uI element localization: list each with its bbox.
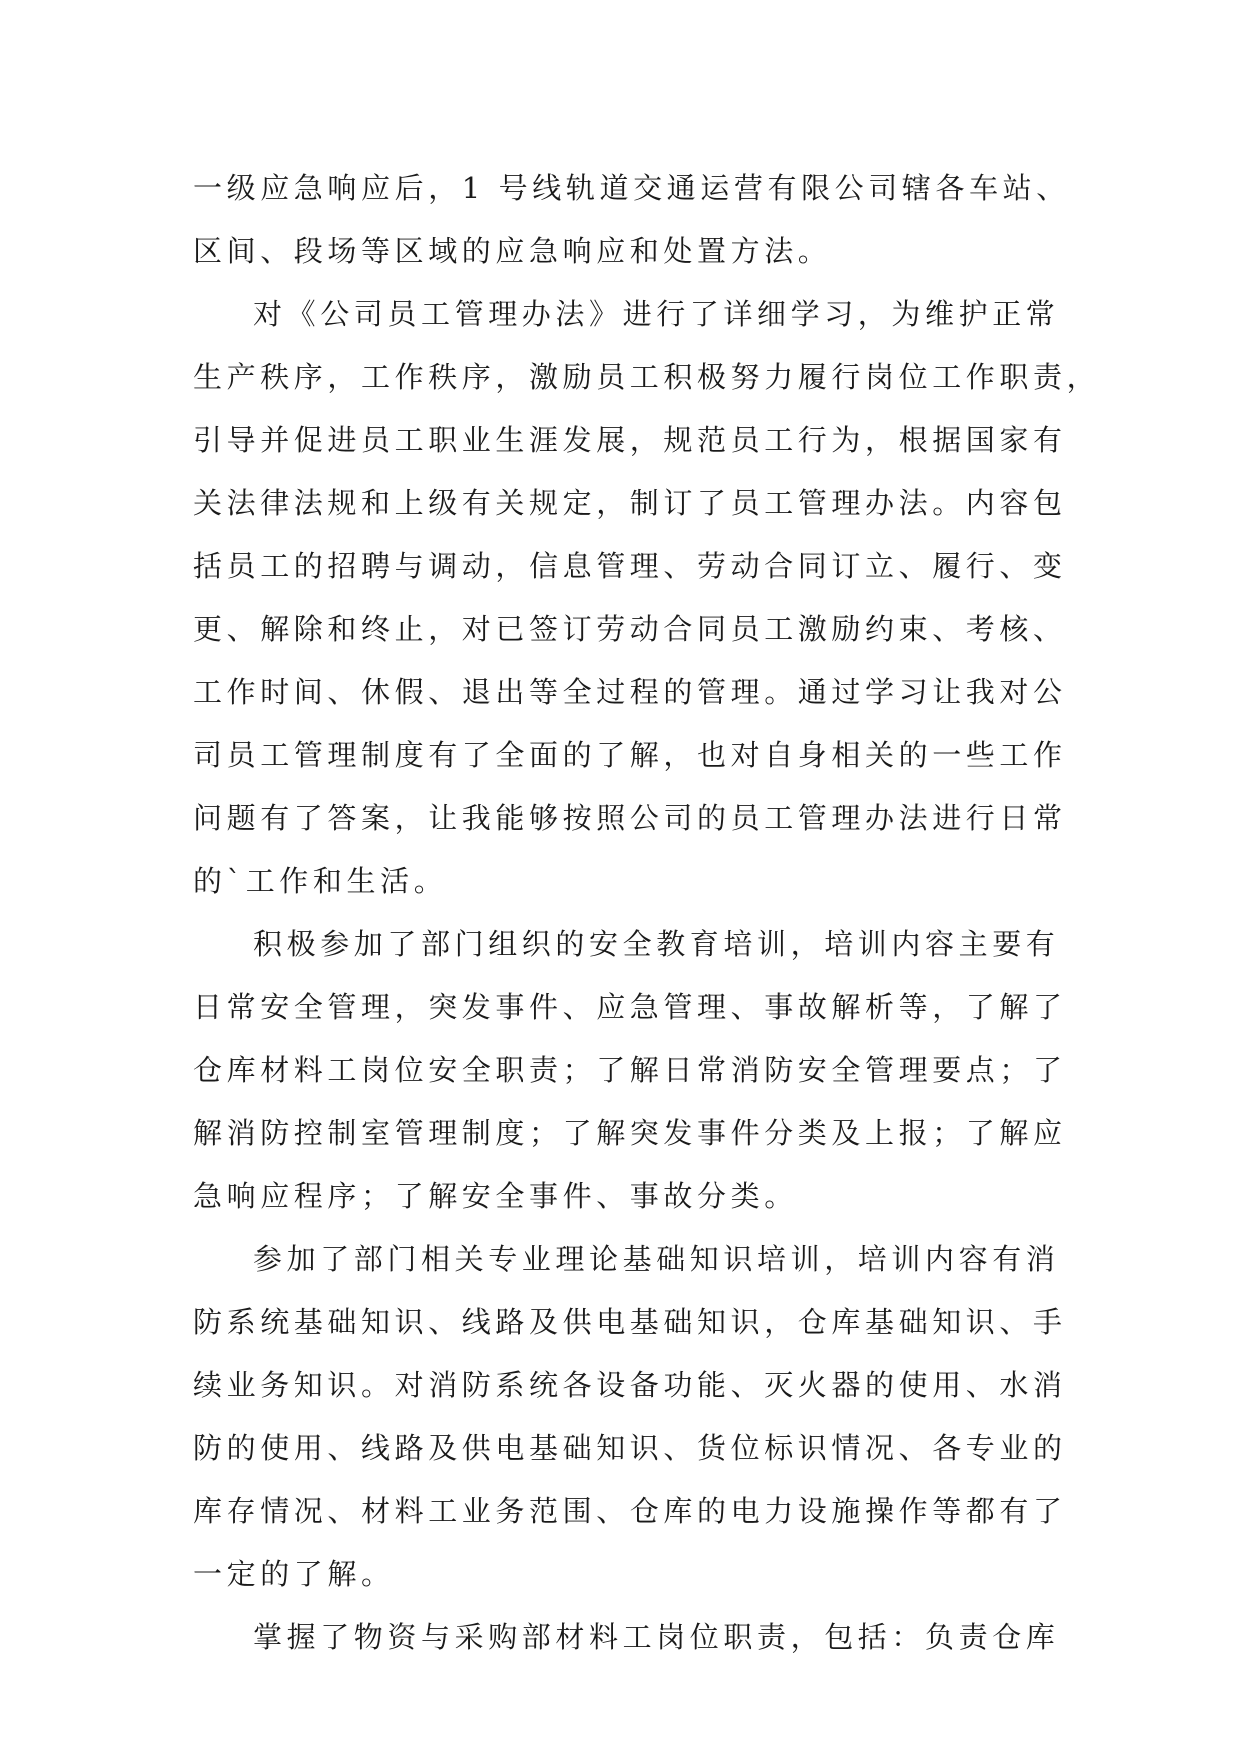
text-line: 区间、段场等区域的应急响应和处置方法。 bbox=[193, 234, 832, 268]
text-line: 库存情况、材料工业务范围、仓库的电力设施操作等都有了 bbox=[193, 1494, 1067, 1528]
paragraph-first-line: 掌握了物资与采购部材料工岗位职责，包括：负责仓库 bbox=[253, 1620, 1060, 1654]
text-line: 司员工管理制度有了全面的了解，也对自身相关的一些工作 bbox=[193, 738, 1067, 772]
paragraph-first-line: 对《公司员工管理办法》进行了详细学习，为维护正常 bbox=[253, 297, 1060, 331]
text-line: 更、解除和终止，对已签订劳动合同员工激励约束、考核、 bbox=[193, 612, 1067, 646]
paragraph-first-line: 参加了部门相关专业理论基础知识培训，培训内容有消 bbox=[253, 1242, 1060, 1276]
text-line: 防系统基础知识、线路及供电基础知识，仓库基础知识、手 bbox=[193, 1305, 1067, 1339]
text-line: 解消防控制室管理制度；了解突发事件分类及上报；了解应 bbox=[193, 1116, 1067, 1150]
text-line: 仓库材料工岗位安全职责；了解日常消防安全管理要点；了 bbox=[193, 1053, 1067, 1087]
text-line: 工作时间、休假、退出等全过程的管理。通过学习让我对公 bbox=[193, 675, 1067, 709]
text-line: 一级应急响应后，1 号线轨道交通运营有限公司辖各车站、 bbox=[193, 171, 1070, 205]
text-line: 问题有了答案，让我能够按照公司的员工管理办法进行日常 bbox=[193, 801, 1067, 835]
paragraph-first-line: 积极参加了部门组织的安全教育培训，培训内容主要有 bbox=[253, 927, 1060, 961]
text-line: 括员工的招聘与调动，信息管理、劳动合同订立、履行、变 bbox=[193, 549, 1067, 583]
text-line: 关法律法规和上级有关规定，制订了员工管理办法。内容包 bbox=[193, 486, 1067, 520]
text-line: 一定的了解。 bbox=[193, 1557, 395, 1591]
text-line: 日常安全管理，突发事件、应急管理、事故解析等，了解了 bbox=[193, 990, 1067, 1024]
document-body bbox=[193, 157, 1101, 1669]
text-line: 防的使用、线路及供电基础知识、货位标识情况、各专业的 bbox=[193, 1431, 1067, 1465]
text-line: 急响应程序；了解安全事件、事故分类。 bbox=[193, 1179, 798, 1213]
text-line: 生产秩序，工作秩序，激励员工积极努力履行岗位工作职责， bbox=[193, 360, 1101, 394]
text-line: 引导并促进员工职业生涯发展，规范员工行为，根据国家有 bbox=[193, 423, 1067, 457]
text-line: 的`工作和生活。 bbox=[193, 864, 448, 898]
text-line: 续业务知识。对消防系统各设备功能、灭火器的使用、水消 bbox=[193, 1368, 1067, 1402]
